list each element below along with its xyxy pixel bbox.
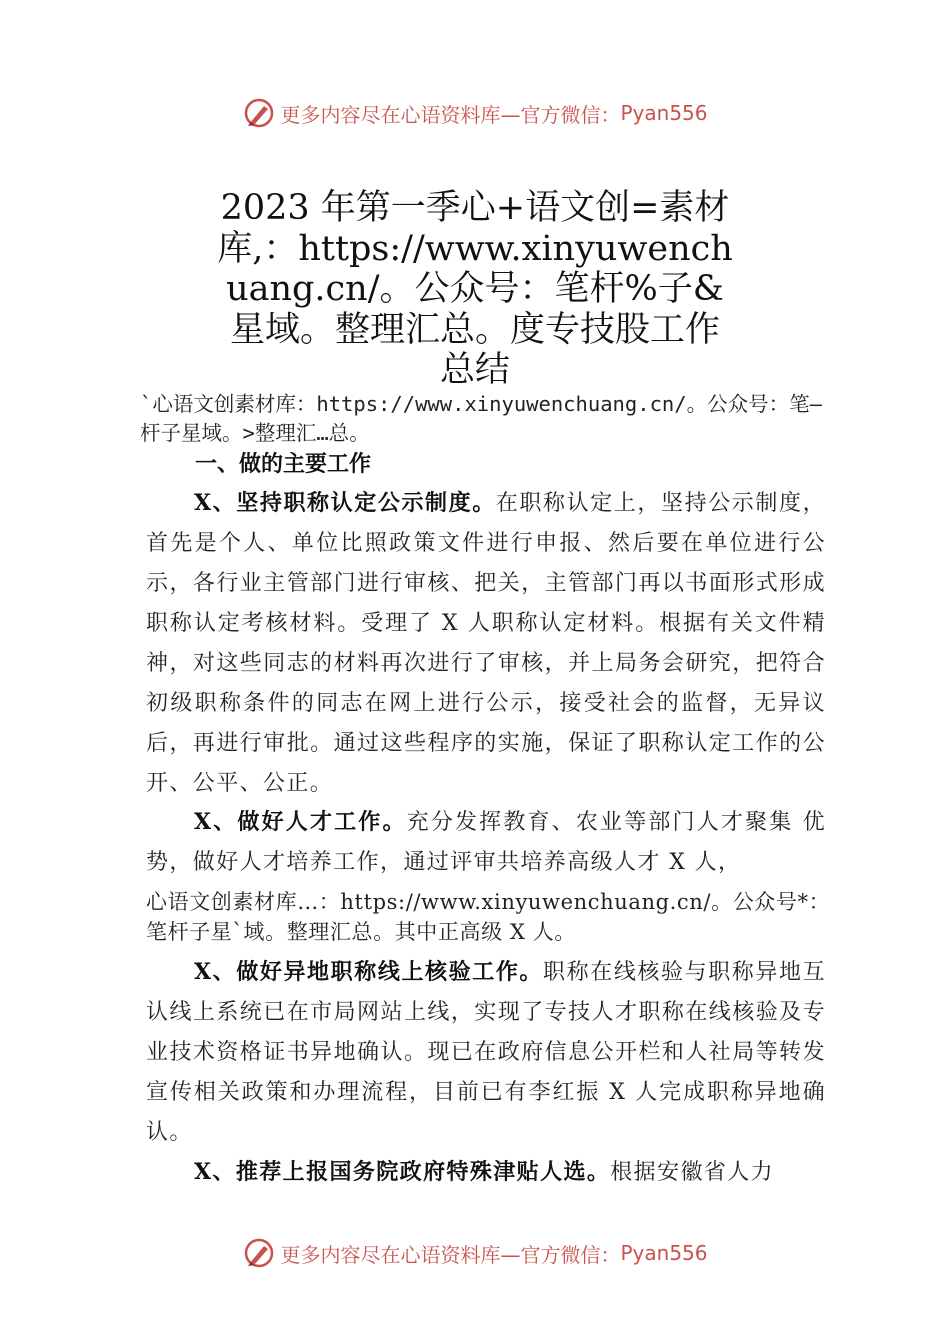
banner-text: 更多内容尽在心语资料库—官方微信： [280, 1242, 621, 1267]
paragraph-4-body: 根据安徽省人力 [610, 1160, 775, 1185]
paragraph-4 [146, 1152, 826, 1193]
paragraph-1 [146, 483, 826, 804]
banner-wechat-id: Pyan556 [620, 101, 708, 125]
paragraph-3-body: 职称在线核验与职称异地互认线上系统已在市局网站上线，实现了专技人才职称在线核验及专业技术资格证书异地确认。现已在政府信息公开栏和人社局等转发宣传相关政策和办理流程，目前已有李红振 X 人完成职称异地确认。 [146, 960, 826, 1145]
paragraph-2-body: 充分发挥教育、农业等部门人才聚集 优势，做好人才培养工作，通过评审共培养高级人才 X 人， [146, 810, 826, 875]
paragraph-3-lead: X、做好异地职称线上核验工作。 [194, 959, 544, 985]
paragraph-3 [146, 952, 826, 1153]
paragraph-4-lead: X、推荐上报国务院政府特殊津贴人选。 [194, 1159, 611, 1185]
paragraph-2-lead: X、做好人才工作。 [194, 809, 407, 835]
banner-text: 更多内容尽在心语资料库—官方微信： [280, 102, 621, 127]
source-subline: `心语文创素材库：https://www.xinyuwenchuang.cn/。公众号：笔—杆子星域。>整理汇…总。 [140, 392, 822, 445]
section-heading: 一、做的主要工作 [195, 451, 372, 477]
pen-logo-icon [242, 96, 276, 130]
paragraph-1-lead: X、坚持职称认定公示制度。 [194, 490, 496, 516]
document-title: 2023 年第一季心+语文创=素材库,：https://www.xinyuwenchuang.cn/。公众号：笔杆%子&星域。整理汇总。度专技股工作总结 [217, 188, 733, 390]
banner-wechat-id: Pyan556 [620, 1241, 708, 1265]
pen-logo-icon [242, 1236, 276, 1270]
paragraph-1-body: 在职称认定上，坚持公示制度，首先是个人、单位比照政策文件进行申报、然后要在单位进行公示，各行业主管部门进行审核、把关，主管部门再以书面形式形成职称认定考核材料。受理了 X 人职称认定材料。根据有关文件精神，对这些同志的材料再次进行了审核，并上局务会研究，把符合初级职称条件的同志在网上进行公示，接受社会的监督，无异议后，再进行审批。通过这些程序的实施，保证了职称认定工作的公开、公平、公正。 [146, 491, 826, 796]
paragraph-2 [146, 802, 826, 883]
inline-source-reference: 心语文创素材库…：https://www.xinyuwenchuang.cn/。公众号*：笔杆子星`域。整理汇总。其中正高级 X 人。 [146, 890, 831, 944]
header-watermark-banner [0, 96, 950, 130]
footer-watermark-banner [0, 1236, 950, 1270]
